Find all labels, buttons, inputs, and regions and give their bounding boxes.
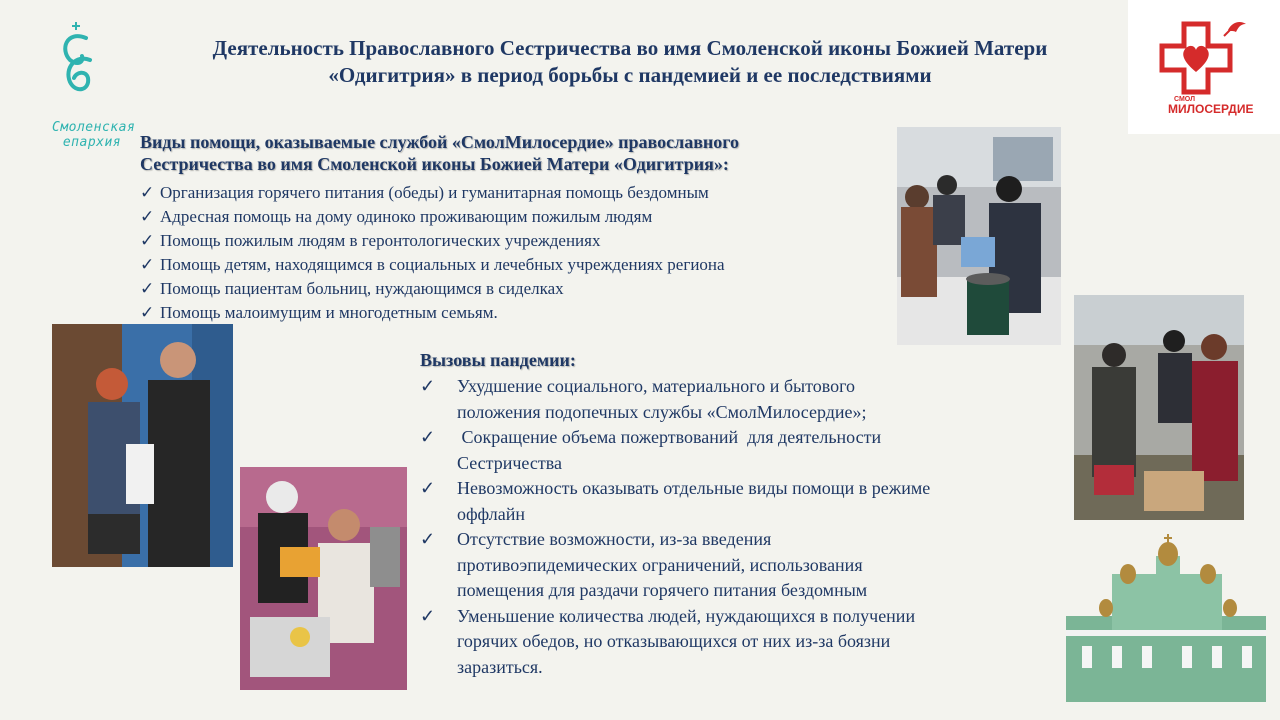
checkmark-icon: ✓: [140, 303, 155, 322]
challenges-heading: Вызовы пандемии:: [420, 350, 576, 370]
checkmark-icon: ✓: [420, 478, 436, 498]
photo-volunteers-food-boxes: [1074, 295, 1244, 520]
list-item: ✓ Адресная помощь на дому одиноко проживающим пожилым людям: [140, 205, 880, 229]
list-item: ✓ Ухудшение социального, материального и бытового положения подопечных службы «СмолМилосердие»;: [420, 376, 867, 422]
checkmark-icon: ✓: [420, 605, 436, 626]
help-list: [140, 181, 880, 325]
brand-big-text: МИЛОСЕРДИЕ: [1168, 102, 1254, 116]
eparchy-logo: [52, 20, 136, 150]
photo-cathedral: [1056, 530, 1280, 702]
smolmiloserdie-logo: [1128, 0, 1280, 134]
checkmark-icon: ✓: [140, 183, 155, 202]
checkmark-icon: ✓: [420, 427, 436, 447]
brand-small-text: СМОЛ: [1174, 96, 1195, 103]
list-item: ✓ Уменьшение количества людей, нуждающихся в получении горячих обедов, но отказывающихся от них из-за боязни заразиться.: [420, 605, 916, 677]
eparchy-name-line1: Смоленская: [52, 120, 136, 135]
help-heading-line1: Виды помощи, оказываемые службой «СмолМилосердие» православного: [140, 132, 740, 152]
list-item: ✓ Помощь детям, находящимся в социальных и лечебных учреждениях региона: [140, 253, 880, 277]
list-item: ✓ Помощь пожилым людям в геронтологических учреждениях: [140, 229, 880, 253]
list-item: ✓ Организация горячего питания (обеды) и гуманитарная помощь бездомным: [140, 181, 880, 205]
photo-food-distribution-outdoor: [897, 127, 1061, 345]
photo-priest-with-woman: [52, 324, 233, 567]
page-title: [140, 35, 1120, 89]
checkmark-icon: ✓: [420, 529, 436, 549]
title-line-1: Деятельность Православного Сестричества во имя Смоленской иконы Божией Матери: [212, 36, 1048, 60]
checkmark-icon: ✓: [420, 376, 436, 396]
checkmark-icon: ✓: [140, 207, 155, 226]
help-heading-line2: Сестричества во имя Смоленской иконы Божией Матери «Одигитрия»:: [140, 154, 729, 174]
list-item: ✓ Помощь пациентам больниц, нуждающимся в сиделках: [140, 277, 880, 301]
title-line-2: «Одигитрия» в период борьбы с пандемией и ее последствиями: [328, 63, 932, 87]
help-heading: [140, 131, 880, 175]
list-item: ✓ Помощь малоимущим и многодетным семьям.: [140, 301, 880, 325]
list-item: ✓ Отсутствие возможности, из-за введения противоэпидемических ограничений, использования помещения для раздачи горячего питания бездомным: [420, 529, 868, 600]
list-item: ✓ Невозможность оказывать отдельные виды помощи в режиме оффлайн: [420, 478, 931, 524]
challenges-list: [420, 374, 1060, 680]
eparchy-monogram-icon: [56, 20, 96, 100]
list-item: ✓ Сокращение объема пожертвований для деятельности Сестричества: [420, 427, 882, 473]
eparchy-name-line2: епархия: [62, 135, 122, 150]
checkmark-icon: ✓: [140, 279, 155, 298]
checkmark-icon: ✓: [140, 231, 155, 250]
photo-sisters-with-gifts: [240, 467, 407, 690]
checkmark-icon: ✓: [140, 255, 155, 274]
